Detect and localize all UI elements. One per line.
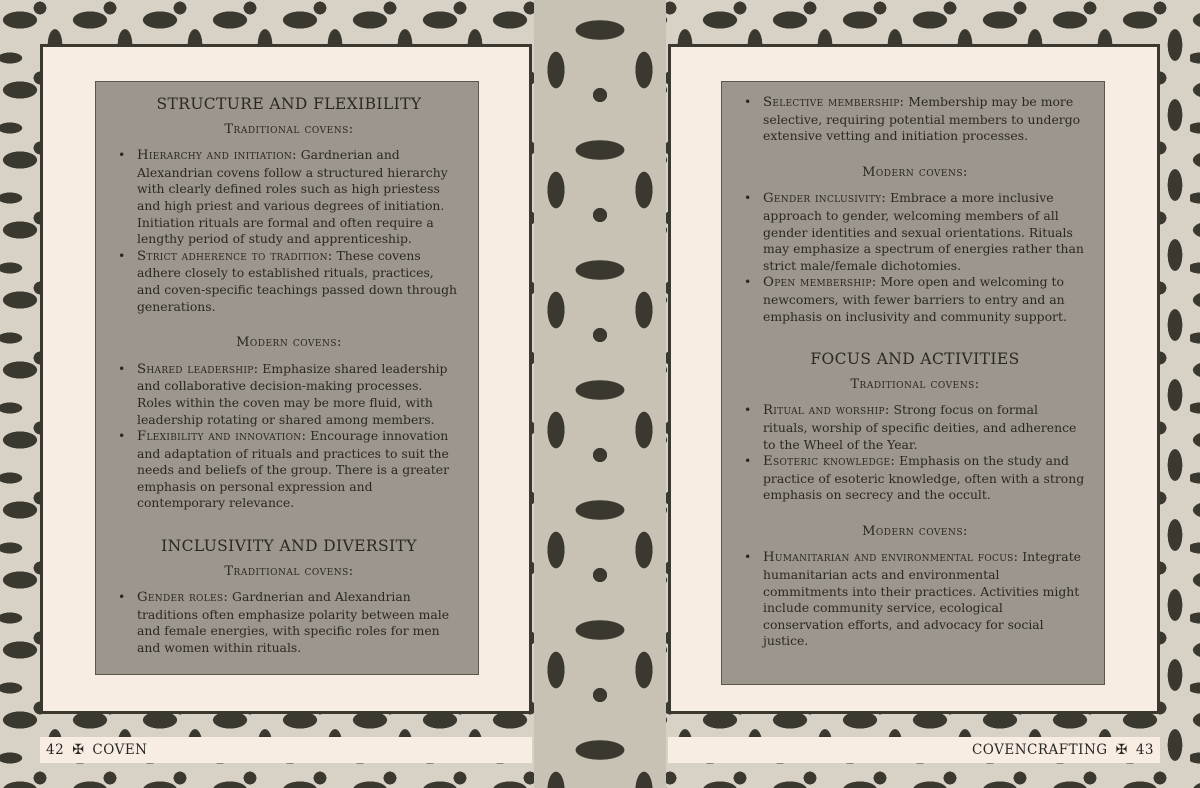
item-text: Gardnerian and Alexandrian traditions often emphasize polarity between male and female energies, with specific roles for men and women within rituals.	[137, 589, 450, 656]
item-text: More open and welcoming to newcomers, with fewer barriers to entry and an emphasis on inclusivity and community support.	[763, 274, 1067, 324]
item-term: Humanitarian and environmental focus:	[763, 550, 1019, 566]
item-term: Hierarchy and initiation:	[137, 148, 297, 164]
list-item	[118, 248, 460, 315]
item-term: Gender inclusivity:	[763, 191, 887, 207]
list-item	[118, 589, 460, 656]
item-term: Shared leadership:	[137, 361, 259, 377]
item-text: Strong focus on formal rituals, worship of specific deities, and adherence to the Wheel of the Year.	[763, 402, 1077, 452]
subheading-modern: Modern covens:	[862, 164, 968, 180]
page-number: 43	[1135, 742, 1154, 758]
subheading-modern: Modern covens:	[236, 335, 342, 351]
modern-list	[118, 361, 460, 512]
right-footer	[668, 737, 1160, 763]
list-item	[744, 274, 1086, 325]
list-item	[744, 402, 1086, 453]
left-page	[40, 44, 532, 714]
list-item	[118, 147, 460, 248]
item-text: These covens adhere closely to established rituals, practices, and coven-specific teachings passed down through generations.	[137, 247, 457, 314]
section-heading: FOCUS AND ACTIVITIES	[810, 350, 1020, 369]
list-item	[744, 190, 1086, 274]
page-number: 42	[46, 742, 65, 758]
modern-list	[744, 549, 1086, 650]
item-text: Encourage innovation and adaptation of rituals and practices to suit the needs and beliefs of the group. There is a greater emphasis on personal expression and contemporary relevance.	[137, 428, 450, 511]
section-heading: STRUCTURE AND FLEXIBILITY	[156, 95, 422, 113]
item-term: Open membership:	[763, 275, 877, 291]
cross-icon: ✠	[1115, 742, 1128, 758]
item-text: Membership may be more selective, requiring potential members to undergo extensive vetting and initiation processes.	[763, 94, 1081, 144]
subheading-modern: Modern covens:	[862, 523, 968, 539]
right-page	[668, 44, 1160, 714]
item-term: Selective membership:	[763, 95, 905, 110]
list-item	[744, 94, 1086, 145]
item-term: Gender roles:	[137, 590, 229, 606]
item-term: Ritual and worship:	[763, 403, 890, 419]
item-text: Gardnerian and Alexandrian covens follow a structured hierarchy with clearly defined roles such as high priestess and high priest and various degrees of initiation. Initiation rituals are formal and often require a lengthy period of study and apprenticeship.	[137, 147, 448, 247]
right-text-panel	[721, 81, 1105, 685]
cross-icon: ✠	[72, 742, 85, 758]
list-item	[118, 361, 460, 428]
running-title: COVENCRAFTING	[971, 742, 1108, 758]
item-text: Emphasize shared leadership and collaborative decision-making processes. Roles within the coven may be more fluid, with leadership rotating or shared among members.	[137, 360, 448, 427]
item-term: Esoteric knowledge:	[763, 454, 896, 470]
spine-pattern	[534, 0, 666, 788]
running-title: COVEN	[92, 742, 148, 758]
left-text-panel	[95, 81, 479, 675]
subheading-traditional: Traditional covens:	[850, 376, 980, 392]
subheading-traditional: Traditional covens:	[224, 563, 354, 579]
item-text: Integrate humanitarian acts and environmental commitments into their practices. Activities might include community service, ecological conservation efforts, and advocacy for social justice.	[763, 549, 1082, 649]
item-term: Strict adherence to tradition:	[137, 248, 333, 264]
continued-list	[744, 94, 1086, 145]
left-footer	[40, 737, 532, 763]
list-item	[744, 453, 1086, 504]
item-text: Embrace a more inclusive approach to gender, welcoming members of all gender identities and sexual orientations. Rituals may emphasize a spectrum of energies rather than strict male/female dichotomies.	[763, 190, 1084, 273]
traditional-list	[118, 589, 460, 656]
list-item	[744, 549, 1086, 650]
section-heading: INCLUSIVITY AND DIVERSITY	[161, 537, 417, 556]
modern-list	[744, 190, 1086, 325]
traditional-list	[744, 402, 1086, 504]
item-term: Flexibility and innovation:	[137, 429, 307, 445]
list-item	[118, 428, 460, 512]
item-text: Emphasis on the study and practice of esoteric knowledge, often with a strong emphasis on secrecy and the occult.	[763, 453, 1085, 503]
subheading-traditional: Traditional covens:	[224, 121, 354, 137]
traditional-list	[118, 147, 460, 315]
